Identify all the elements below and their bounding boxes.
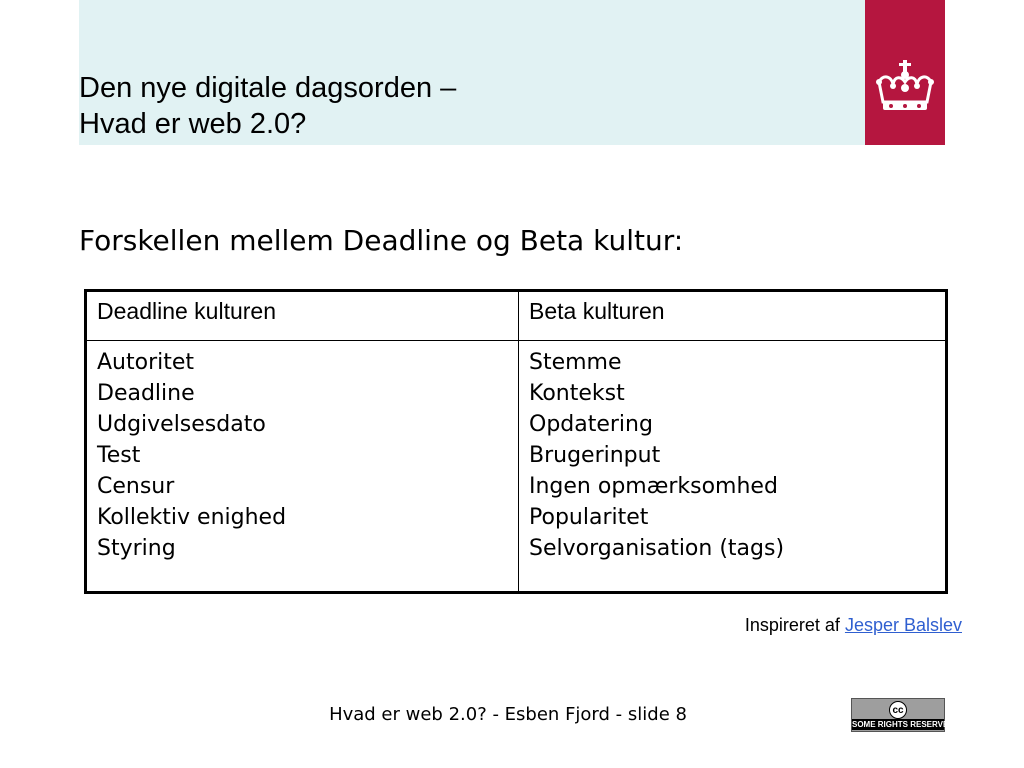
slide-title-line1: Den nye digitale dagsorden – (79, 72, 457, 104)
list-item: Kollektiv enighed (97, 505, 287, 530)
slide-title (79, 70, 456, 142)
list-item: Selvorganisation (tags) (529, 536, 785, 561)
comparison-table (84, 289, 948, 594)
list-item: Kontekst (529, 381, 625, 406)
table-row (86, 341, 947, 593)
credit-prefix: Inspireret af (744, 615, 840, 635)
slide-footer: Hvad er web 2.0? - Esben Fjord - slide 8 (329, 704, 687, 725)
beta-column-cell (519, 341, 947, 593)
credit-link[interactable]: Jesper Balslev (844, 615, 962, 635)
deadline-column-cell (86, 341, 519, 593)
credit-line (745, 615, 962, 636)
list-item: Censur (97, 474, 175, 499)
list-item: Autoritet (97, 350, 195, 375)
crown-logo (865, 0, 945, 145)
crown-icon (871, 58, 939, 118)
cc-icon: cc (889, 701, 907, 719)
list-item: Brugerinput (529, 443, 661, 468)
table-header-row (86, 291, 947, 341)
slide-title-line2: Hvad er web 2.0? (79, 108, 307, 140)
list-item: Styring (97, 536, 176, 561)
subtitle: Forskellen mellem Deadline og Beta kultur: (79, 224, 684, 257)
list-item: Udgivelsesdato (97, 412, 266, 437)
list-item: Ingen opmærksomhed (529, 474, 778, 499)
list-item: Opdatering (529, 412, 653, 437)
creative-commons-badge[interactable] (851, 698, 955, 732)
list-item: Test (97, 443, 141, 468)
column-header-deadline: Deadline kulturen (86, 291, 519, 341)
list-item: Stemme (529, 350, 622, 375)
license-text: SOME RIGHTS RESERVED (852, 720, 955, 729)
list-item: Popularitet (529, 505, 649, 530)
list-item: Deadline (97, 381, 195, 406)
column-header-beta: Beta kulturen (519, 291, 947, 341)
